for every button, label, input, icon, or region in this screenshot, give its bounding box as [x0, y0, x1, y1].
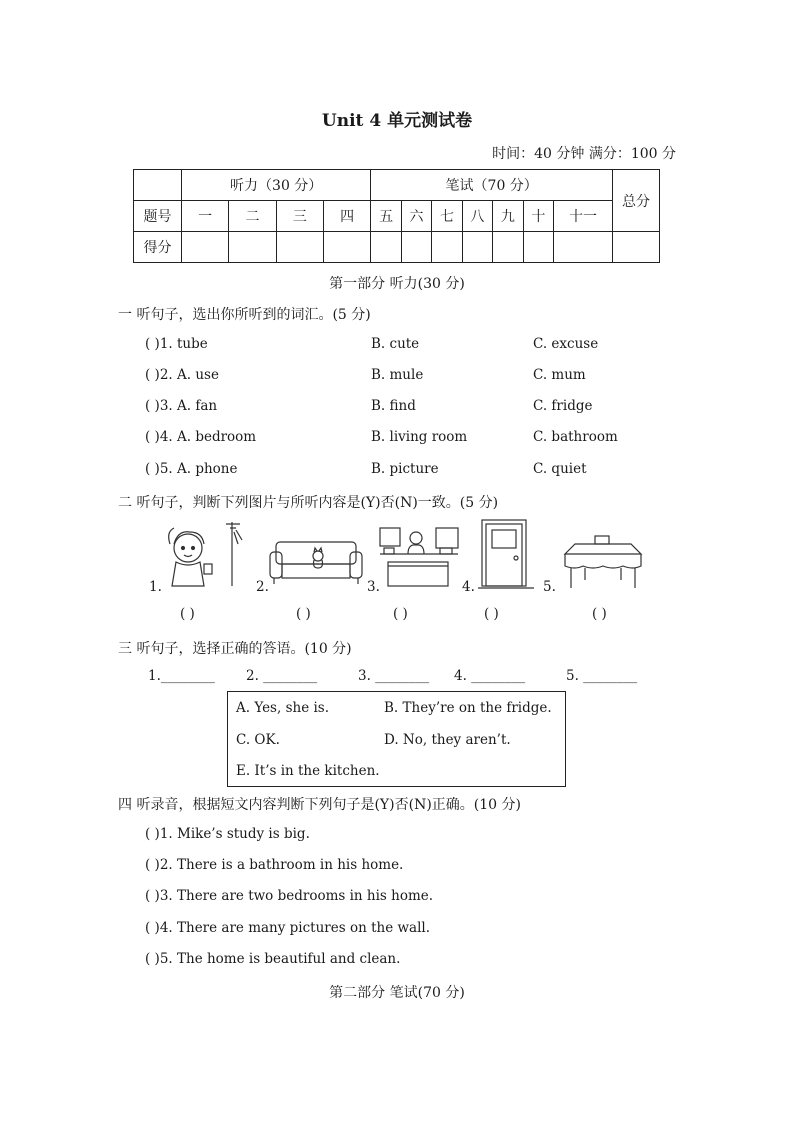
option-e: E. It’s in the kitchen. — [236, 763, 380, 779]
score-cell[interactable] — [493, 232, 523, 263]
option-c: C. excuse — [533, 336, 599, 352]
statement: ( )1. Mike’s study is big. — [145, 826, 310, 842]
option-c: C. bathroom — [533, 429, 618, 445]
picture-number: 1. — [149, 579, 162, 595]
list-item — [145, 888, 665, 906]
answer-blank[interactable]: 3. ________ — [358, 668, 430, 684]
total-label: 总分 — [613, 170, 660, 232]
q-number: 一 — [182, 201, 229, 232]
score-cell[interactable] — [554, 232, 613, 263]
item-stem: ( )3. A. fan — [145, 398, 218, 414]
item-stem: ( )1. tube — [145, 336, 208, 352]
option-b: B. find — [371, 398, 416, 414]
list-item — [145, 367, 665, 385]
section3-heading: 三 听句子，选择正确的答语。(10 分) — [118, 641, 352, 657]
option-c: C. fridge — [533, 398, 593, 414]
answer-blank[interactable]: 2. ________ — [246, 668, 318, 684]
list-item — [145, 429, 665, 447]
option-b: B. picture — [371, 461, 439, 477]
part1-heading: 第一部分 听力(30 分) — [329, 276, 465, 292]
score-cell[interactable] — [462, 232, 492, 263]
score-cell[interactable] — [401, 232, 431, 263]
q-number: 三 — [276, 201, 323, 232]
list-item — [145, 857, 665, 875]
list-item — [145, 461, 665, 479]
section4-heading: 四 听录音，根据短文内容判断下列句子是(Y)否(N)正确。(10 分) — [118, 797, 521, 813]
writing-header: 笔试（70 分） — [371, 170, 613, 201]
picture-number: 2. — [256, 579, 269, 595]
q-number: 二 — [229, 201, 276, 232]
answer-paren[interactable]: ( ) — [393, 606, 408, 622]
picture-number: 3. — [367, 579, 380, 595]
section1-heading: 一 听句子，选出你所听到的词汇。(5 分) — [118, 307, 371, 323]
score-cell-total[interactable] — [613, 232, 660, 263]
q-number: 九 — [493, 201, 523, 232]
item-stem: ( )4. A. bedroom — [145, 429, 257, 445]
score-cell[interactable] — [182, 232, 229, 263]
item-stem: ( )5. A. phone — [145, 461, 238, 477]
list-item — [145, 826, 665, 844]
statement: ( )3. There are two bedrooms in his home. — [145, 888, 434, 904]
score-table — [133, 169, 660, 263]
q-number: 十 — [523, 201, 553, 232]
time-info: 时间：40 分钟 满分：100 分 — [492, 146, 676, 162]
option-c: C. OK. — [236, 732, 280, 748]
page-title: Unit 4 单元测试卷 — [321, 111, 473, 131]
q-number: 五 — [371, 201, 401, 232]
section2-heading: 二 听句子，判断下列图片与所听内容是(Y)否(N)一致。(5 分) — [118, 495, 499, 511]
answer-paren[interactable]: ( ) — [296, 606, 311, 622]
answer-blank[interactable]: 1.________ — [148, 668, 215, 684]
option-b: B. living room — [371, 429, 468, 445]
option-b: B. mule — [371, 367, 424, 383]
door-icon — [478, 518, 534, 590]
statement: ( )5. The home is beautiful and clean. — [145, 951, 401, 967]
list-item — [145, 398, 665, 416]
table-icon — [561, 532, 645, 590]
option-b: B. cute — [371, 336, 420, 352]
sofa-with-cat-icon — [268, 538, 364, 588]
statement: ( )4. There are many pictures on the wall. — [145, 920, 431, 936]
score-table-corner — [134, 170, 182, 201]
list-item — [145, 951, 665, 969]
option-b: B. They’re on the fridge. — [384, 700, 552, 716]
score-cell[interactable] — [371, 232, 401, 263]
row-label-score: 得分 — [134, 232, 182, 263]
answer-paren[interactable]: ( ) — [484, 606, 499, 622]
list-item — [145, 920, 665, 938]
q-number: 四 — [323, 201, 370, 232]
answer-paren[interactable]: ( ) — [592, 606, 607, 622]
score-cell[interactable] — [276, 232, 323, 263]
answer-blank[interactable]: 4. ________ — [454, 668, 526, 684]
option-c: C. quiet — [533, 461, 587, 477]
option-a: A. Yes, she is. — [236, 700, 330, 716]
q-number: 八 — [462, 201, 492, 232]
picture-number: 4. — [462, 579, 475, 595]
q-number: 七 — [432, 201, 462, 232]
score-cell[interactable] — [229, 232, 276, 263]
kitchen-person-icon — [378, 524, 460, 590]
score-cell[interactable] — [323, 232, 370, 263]
options-box — [227, 691, 566, 787]
answer-paren[interactable]: ( ) — [180, 606, 195, 622]
q-number: 六 — [401, 201, 431, 232]
answer-blank[interactable]: 5. ________ — [566, 668, 638, 684]
child-drinking-icon — [160, 520, 246, 590]
option-c: C. mum — [533, 367, 586, 383]
listening-header: 听力（30 分） — [182, 170, 371, 201]
row-label-number: 题号 — [134, 201, 182, 232]
score-cell[interactable] — [432, 232, 462, 263]
score-cell[interactable] — [523, 232, 553, 263]
statement: ( )2. There is a bathroom in his home. — [145, 857, 404, 873]
part2-heading: 第二部分 笔试(70 分) — [329, 985, 465, 1001]
option-d: D. No, they aren’t. — [384, 732, 511, 748]
picture-number: 5. — [543, 579, 556, 595]
q-number: 十一 — [554, 201, 613, 232]
list-item — [145, 336, 665, 354]
item-stem: ( )2. A. use — [145, 367, 219, 383]
